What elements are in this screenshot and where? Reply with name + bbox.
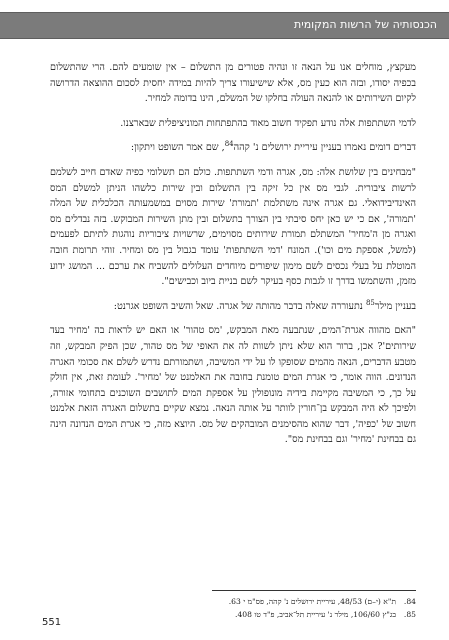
paragraph xyxy=(50,140,416,156)
paragraph-tail: , שם אמר השופט ויתקון: xyxy=(130,142,225,154)
block-quote: "האם מהווה אגרת־המים, שנתבעה מאת המבקש, 'מס טהור' או האם יש לראות בה 'מחיר בעד שירותים'? אכן, ברור הוא שלא ניתן לשוות לה את האופי של מס טהור, שכן הפיק המבקש, וזה מטבע הדברים, הנאה מהמים שסופקו לו על ידי המשיבה, ושתמורתם נדרש לשלם את סכומי האגרה הנדונים. הווה אומר, כי אגרת המים טומנת בחובה את האלמנט של 'מחיר'. לעומת זאת, אין חולק על כך, כי המשיבה מקיימת בידיה מונופולין על אספקת המים לתושבים השוכנים בתחומי אזורה, ולפיכך לא היה המבקש בן־חורין לוותר על אותה הנאה. נמצא שקיים בתשלום האגרה הזאת אלמנט חשוב של 'כפיה', דבר שהוא מהסימנים המובהקים של מס. היוצא מזה, כי אגרת המים הנדונה הינה גם בבחינת 'מחיר' וגם בבחינת מס". xyxy=(50,325,416,446)
paragraph: מעקצץ, מוחלים אנו על הנאה זו ונהיה פטורים מן התשלום – אין שומעים להם. הרי שהתשלום בכפיה יסודו, ובזה הוא כעין מס, אלא שישיעורו צריך להיות במידה יחסית לסכום ההוצאה הדרושה לקיום השירותים או להנאה העולה בחלקו של המשלם, הינו בדומה למחיר. xyxy=(50,62,416,105)
paragraph-text: בעניין מילר xyxy=(374,300,416,312)
footnote-divider xyxy=(212,590,416,591)
footnote-ref: 84 xyxy=(224,140,234,149)
main-text xyxy=(50,60,416,457)
footnote xyxy=(50,595,416,608)
paragraph xyxy=(50,299,416,315)
footnote-number: 84. xyxy=(403,597,416,606)
footnote-text: ת"א (י–ם) 48/53, עיריית ירושלים נ' קהה, פס"מ י 63. xyxy=(228,597,396,606)
running-header xyxy=(0,12,449,39)
page-number: 551 xyxy=(42,617,62,628)
paragraph-text: דברים דומים נאמרו בעניין עיריית ירושלים נ' קהה xyxy=(233,142,416,154)
paragraph-tail: נתעוררה שאלה בדבר מהותה של אגרה. שאל והשיב השופט אגרנט: xyxy=(113,300,366,312)
footnotes xyxy=(50,595,416,621)
header-title: הכנסותיה של הרשות המקומית xyxy=(294,18,437,31)
footnote-number: 85. xyxy=(403,610,416,619)
block-quote: "מבחינים בין שלושת אלה: מס, אגרה ודמי השתתפות. כולם הם תשלומי כפיה שאדם חייב לשלמם לרשות ציבורית. לגבי מס אין כל זיקה בין התשלום ובין שירות כלשהו הניתן למשלם המס האינדיבידואלי. גם אגרה אינה משתלמת 'תמורת' שירות מסוים במשמעותה הכלכלית של המלה 'תמורה', אם כי יש כאן יחס סיבתי בין הצורך בתשלום ובין מתן השירות המבוקש. בזה נבדלים מס ואגרה מן ה'מחיר' המשתלם תמורת שירותים מסוימים, שרשויות ציבוריות נוהגות לתיתם לפעמים (למשל, אספקת מים וכו'). המונח 'דמי השתתפות' עומד בגבול בין מס ומחיר. זוהי תרומת חובה המוטלת על בעלי נכסים לשם מימון שיפורים מיוחדים העלולים להשביח את ערכם ... המושג ידוע מזמן, והשתמשו בדרך זו לגבות כסף בעיקר לשם בניית ביוב וכבישים". xyxy=(50,166,416,288)
footnote-text: בג"ץ 106/60, מילר נ' עיריית תל־אביב, פ"ד טו 408. xyxy=(235,610,396,619)
paragraph: לדמי השתתפות אלה נודע תפקיד חשוב מאוד בהתפתחות המוניציפלית שבארצנו. xyxy=(120,117,416,129)
footnote-ref: 85 xyxy=(365,298,375,307)
footnote xyxy=(50,608,416,621)
